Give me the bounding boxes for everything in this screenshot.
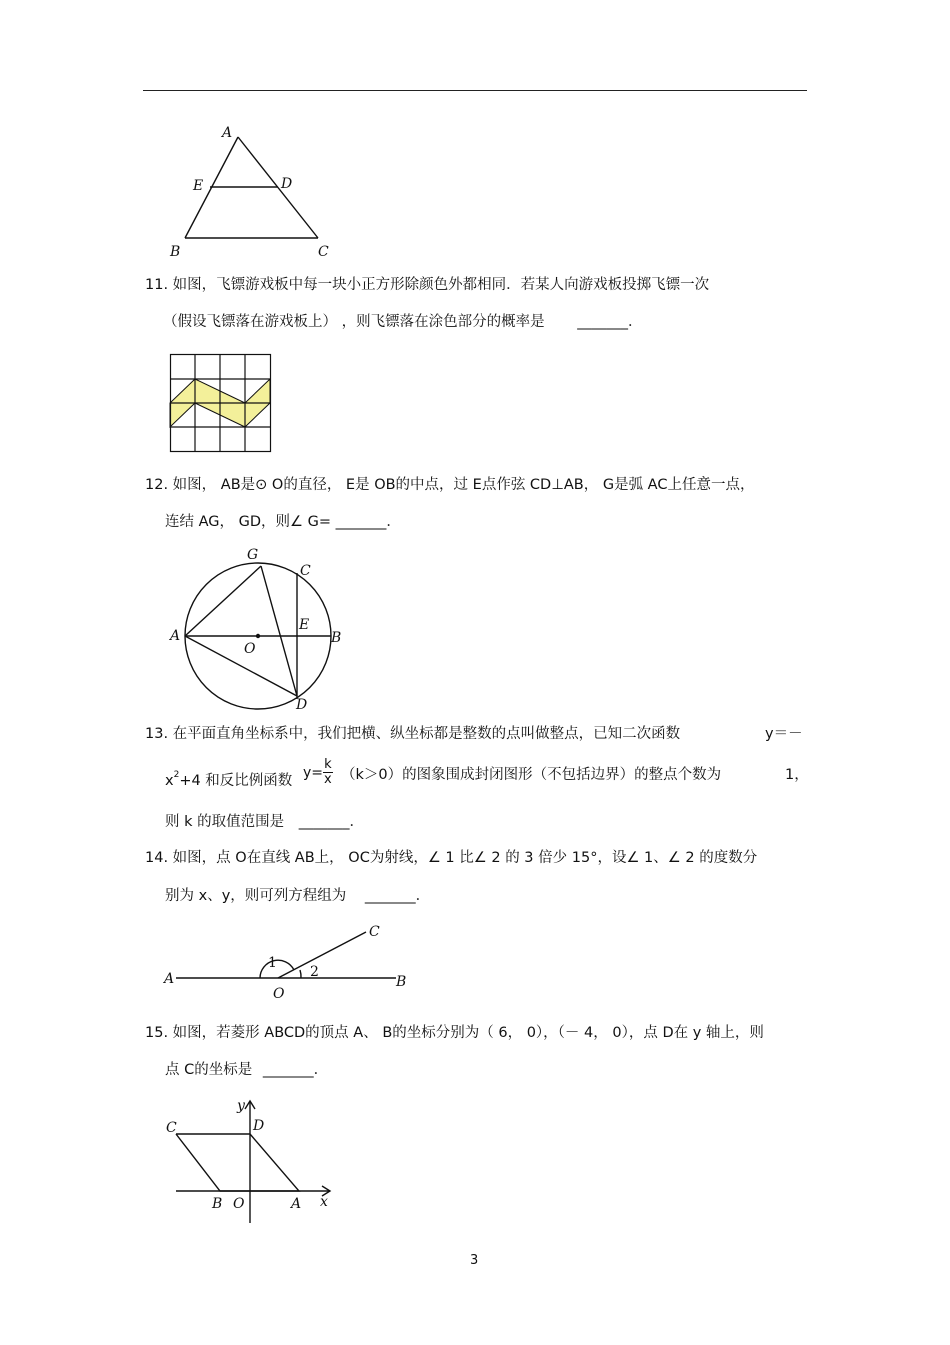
rhombus-label-b: B	[212, 1196, 223, 1212]
tri-label-e: E	[193, 178, 204, 194]
q11-text: （假设飞镖落在游戏板上） ，则飞镖落在涂色部分的概率是	[163, 314, 545, 330]
q12-line1: 12. 如图， AB是⊙ O的直径， E是 OB的中点，过 E点作弦 CD⊥AB， G是弧 AC上任意一点，	[145, 477, 755, 493]
q13-end: ．	[349, 814, 364, 830]
q13-text: 13. 在平面直角坐标系中，我们把横、纵坐标都是整数的点叫做整点，已知二次函数	[145, 726, 681, 742]
circle-label-a: A	[170, 628, 181, 644]
angle-label-c: C	[369, 924, 380, 940]
circle-label-e: E	[299, 617, 310, 633]
triangle-figure	[160, 120, 340, 265]
q11-answer-blank: _______	[577, 314, 628, 330]
q13-text2: +4 和反比例函数	[179, 773, 293, 789]
q13-line2	[165, 757, 809, 798]
rhombus-label-c: C	[166, 1120, 177, 1136]
q13-fraction	[323, 758, 333, 787]
q14-line2	[165, 887, 430, 905]
q15-line1: 15. 如图，若菱形 ABCD的顶点 A、 B的坐标分别为（ 6， 0），（－ 4， 0），点 D在 y 轴上，则	[145, 1025, 764, 1041]
q13-text4: 则 k 的取值范围是	[165, 814, 285, 830]
q11-line1: 11. 如图，飞镖游戏板中每一块小正方形除颜色外都相同．若某人向游戏板投掷飞镖一次	[145, 277, 710, 293]
circle-label-g: G	[247, 547, 259, 563]
angle-label-1: 1	[268, 955, 277, 971]
circle-label-c: C	[300, 563, 311, 579]
rhombus-label-x: x	[320, 1194, 328, 1210]
q15-text: 点 C的坐标是	[165, 1062, 253, 1078]
q11-line2	[163, 313, 642, 331]
rhombus-label-d: D	[253, 1118, 265, 1134]
q11-end: ．	[627, 314, 643, 330]
circle-label-d: D	[296, 697, 308, 713]
circle-label-b: B	[331, 630, 342, 646]
q13-function-lhs: y＝－	[765, 726, 803, 742]
q13-count: 1，	[785, 767, 809, 783]
angle-label-a: A	[164, 971, 175, 987]
q13-answer-blank: _______	[298, 814, 350, 830]
circle-label-o: O	[244, 641, 256, 657]
q14-text: 别为 x、y，则可列方程组为	[165, 888, 347, 904]
q14-line1: 14. 如图，点 O在直线 AB上， OC为射线，∠ 1 比∠ 2 的 3 倍少 15°，设∠ 1、∠ 2 的度数分	[145, 850, 758, 866]
rhombus-label-a: A	[291, 1196, 302, 1212]
q12-end: ．	[386, 514, 401, 530]
page-number: 3	[470, 1253, 479, 1268]
q13-x: x	[165, 773, 174, 789]
q14-end: ．	[415, 888, 431, 904]
header-rule	[143, 90, 807, 91]
q15-line2	[165, 1061, 328, 1079]
angle-label-2: 2	[310, 964, 319, 980]
dartboard-figure	[170, 354, 272, 453]
q12-answer-blank: _______	[335, 514, 387, 530]
tri-label-d: D	[281, 176, 293, 192]
q13-exponent: 2	[173, 770, 180, 780]
q12-text: 连结 AG， GD，则∠ G=	[165, 514, 332, 530]
tri-label-c: C	[318, 244, 329, 260]
angle-figure	[160, 920, 420, 1005]
q15-answer-blank: _______	[262, 1062, 314, 1078]
q12-line2	[165, 513, 401, 531]
q13-text3: （k＞0）的图象围成封闭图形（不包括边界）的整点个数为	[341, 767, 722, 783]
q14-answer-blank: _______	[364, 888, 416, 904]
rhombus-figure	[160, 1095, 350, 1230]
q13-frac-num: k	[324, 757, 332, 772]
angle-label-b: B	[396, 974, 407, 990]
q15-end: ．	[313, 1062, 329, 1078]
tri-label-b: B	[170, 244, 181, 260]
circle-figure	[160, 540, 360, 715]
tri-label-a: A	[222, 125, 233, 141]
q13-frac-lhs: y=	[303, 764, 324, 781]
rhombus-label-o: O	[233, 1196, 245, 1212]
rhombus-label-y: y	[237, 1098, 245, 1114]
q13-frac-den: x	[324, 772, 332, 787]
angle-label-o: O	[273, 986, 285, 1002]
q13-line1	[145, 725, 805, 743]
q13-line3	[165, 813, 364, 831]
